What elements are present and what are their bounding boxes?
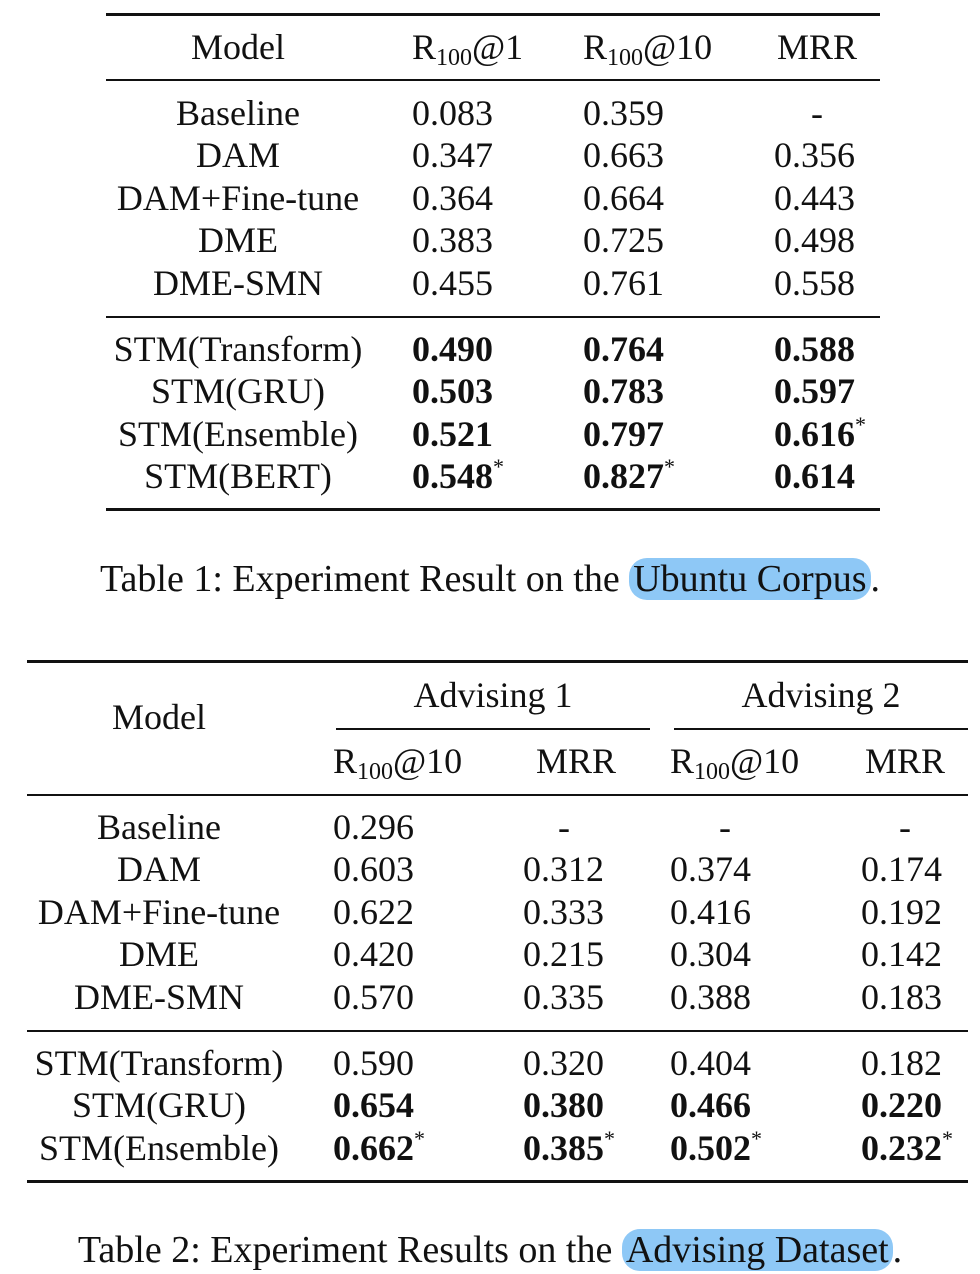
table1-row-model: STM(GRU) xyxy=(150,371,325,411)
table1-row-r1: 0.455 xyxy=(412,263,493,303)
table1-row-model: STM(BERT) xyxy=(144,456,332,496)
table2-group1-rule xyxy=(336,728,650,730)
table2-row-a1-r10: 0.590 xyxy=(333,1043,414,1083)
table2-row-a1-mrr: 0.333 xyxy=(523,892,604,932)
table2-row-a1-mrr: 0.380 xyxy=(523,1085,604,1125)
table2-row-a2-mrr: 0.183 xyxy=(861,977,942,1017)
table2-header-a2-mrr: MRR xyxy=(864,741,946,781)
table2-row-model: Baseline xyxy=(97,807,221,847)
table1-header-model: Model xyxy=(191,27,285,67)
table2-row-model: STM(Ensemble) xyxy=(39,1128,279,1168)
table1-row-mrr: 0.356 xyxy=(774,135,855,175)
table2-row-a2-r10: 0.304 xyxy=(670,934,751,974)
table1-row-mrr: 0.558 xyxy=(774,263,855,303)
table1-mid-rule xyxy=(106,316,880,318)
significance-mark: * xyxy=(414,1126,425,1151)
table1-row-mrr: 0.588 xyxy=(774,329,855,369)
table2-row-model: DME xyxy=(119,934,199,974)
table2-row-a2-r10: - xyxy=(719,807,731,847)
table1-row-r10: 0.664 xyxy=(583,178,664,218)
table1-row-r1: 0.490 xyxy=(412,329,493,369)
table2-row-a2-r10: 0.374 xyxy=(670,849,751,889)
table2-row-a2-mrr: 0.182 xyxy=(861,1043,942,1083)
table2-row-a2-mrr: 0.142 xyxy=(861,934,942,974)
table2-row-a2-r10: 0.416 xyxy=(670,892,751,932)
table1-row-model: STM(Transform) xyxy=(113,329,363,369)
highlighted-text: Advising Dataset xyxy=(622,1229,893,1271)
table1-row-r10: 0.663 xyxy=(583,135,664,175)
table2-row-model: STM(GRU) xyxy=(71,1085,246,1125)
table2-row-a1-r10: 0.420 xyxy=(333,934,414,974)
table2-row-a1-mrr: 0.215 xyxy=(523,934,604,974)
table2-group2-rule xyxy=(674,728,968,730)
table2-header-group2: Advising 2 xyxy=(741,675,901,715)
table2-row-a1-mrr: 0.312 xyxy=(523,849,604,889)
table2-row-a2-r10: 0.502* xyxy=(670,1126,762,1168)
table2-row-a1-mrr: 0.320 xyxy=(523,1043,604,1083)
significance-mark: * xyxy=(493,454,504,479)
table1-row-model: DAM+Fine-tune xyxy=(116,178,360,218)
table2-header-model: Model xyxy=(112,697,206,737)
table1-row-mrr: 0.498 xyxy=(774,220,855,260)
table2-row-model: DAM xyxy=(116,849,201,889)
significance-mark: * xyxy=(942,1126,953,1151)
table2-row-model: DAM+Fine-tune xyxy=(37,892,281,932)
table2-row-a1-r10: 0.570 xyxy=(333,977,414,1017)
table2-row-a1-mrr: 0.385* xyxy=(523,1126,615,1168)
table1-row-r10: 0.764 xyxy=(583,329,664,369)
table1-row-r1: 0.548* xyxy=(412,454,504,496)
table2-bottom-rule xyxy=(27,1180,968,1183)
table1-row-r10: 0.827* xyxy=(583,454,675,496)
table1-row-mrr: - xyxy=(811,93,823,133)
table1-row-r10: 0.783 xyxy=(583,371,664,411)
table2-header-rule xyxy=(27,794,968,796)
table2-top-rule xyxy=(27,660,968,663)
table2-row-a2-mrr: 0.192 xyxy=(861,892,942,932)
table2-row-a1-r10: 0.622 xyxy=(333,892,414,932)
table1-row-model: DAM xyxy=(195,135,280,175)
table1-row-r10: 0.359 xyxy=(583,93,664,133)
table2-header-a1-mrr: MRR xyxy=(535,741,617,781)
table1-header-mrr: MRR xyxy=(776,27,858,67)
table1-row-r1: 0.364 xyxy=(412,178,493,218)
table2-row-a1-r10: 0.296 xyxy=(333,807,414,847)
table2-row-a2-mrr: - xyxy=(899,807,911,847)
highlighted-text: Ubuntu Corpus xyxy=(629,558,870,600)
table1-row-mrr: 0.597 xyxy=(774,371,855,411)
table2-caption: Table 2: Experiment Results on the Advising Dataset . xyxy=(77,1229,903,1271)
table1-row-r1: 0.383 xyxy=(412,220,493,260)
table1-header-r10: $R_{100}@10$ xyxy=(583,27,713,71)
table1-row-r1: 0.347 xyxy=(412,135,493,175)
table2-row-a1-r10: 0.662* xyxy=(333,1126,425,1168)
table1-row-r10: 0.761 xyxy=(583,263,664,303)
table2-row-a2-mrr: 0.232* xyxy=(861,1126,953,1168)
table1-row-mrr: 0.614 xyxy=(774,456,855,496)
table2-row-a2-r10: 0.388 xyxy=(670,977,751,1017)
table2-row-a2-mrr: 0.174 xyxy=(861,849,942,889)
table1-row-r1: 0.083 xyxy=(412,93,493,133)
significance-mark: * xyxy=(751,1126,762,1151)
table1-row-model: STM(Ensemble) xyxy=(118,414,358,454)
table2-row-a2-r10: 0.404 xyxy=(670,1043,751,1083)
table2-row-a1-mrr: 0.335 xyxy=(523,977,604,1017)
table2-header-a2-r10: $R_{100}@10$ xyxy=(670,741,800,785)
table1-bottom-rule xyxy=(106,508,880,511)
table1-row-r1: 0.503 xyxy=(412,371,493,411)
significance-mark: * xyxy=(604,1126,615,1151)
table2-header-group1: Advising 1 xyxy=(413,675,573,715)
significance-mark: * xyxy=(855,412,866,437)
table1-row-r10: 0.725 xyxy=(583,220,664,260)
table1-header-rule xyxy=(106,79,880,81)
table2-header-a1-r10: $R_{100}@10$ xyxy=(333,741,463,785)
table2-row-a1-r10: 0.654 xyxy=(333,1085,414,1125)
table1-row-r10: 0.797 xyxy=(583,414,664,454)
table2-mid-rule xyxy=(27,1030,968,1032)
table2-row-a2-mrr: 0.220 xyxy=(861,1085,942,1125)
table1-row-model: DME-SMN xyxy=(152,263,323,303)
table1-top-rule xyxy=(106,13,880,16)
table1-row-model: Baseline xyxy=(176,93,300,133)
table2-row-a2-r10: 0.466 xyxy=(670,1085,751,1125)
table2-row-model: STM(Transform) xyxy=(34,1043,284,1083)
table1-row-mrr: 0.443 xyxy=(774,178,855,218)
significance-mark: * xyxy=(664,454,675,479)
table1-caption: Table 1: Experiment Result on the Ubuntu Corpus . xyxy=(99,558,880,600)
table1-row-model: DME xyxy=(198,220,278,260)
table2-row-model: DME-SMN xyxy=(73,977,244,1017)
table1-row-mrr: 0.616* xyxy=(774,412,866,454)
table2-row-a1-r10: 0.603 xyxy=(333,849,414,889)
table2-row-a1-mrr: - xyxy=(558,807,570,847)
table1-row-r1: 0.521 xyxy=(412,414,493,454)
table1-header-r1: $R_{100}@1$ xyxy=(412,27,524,71)
